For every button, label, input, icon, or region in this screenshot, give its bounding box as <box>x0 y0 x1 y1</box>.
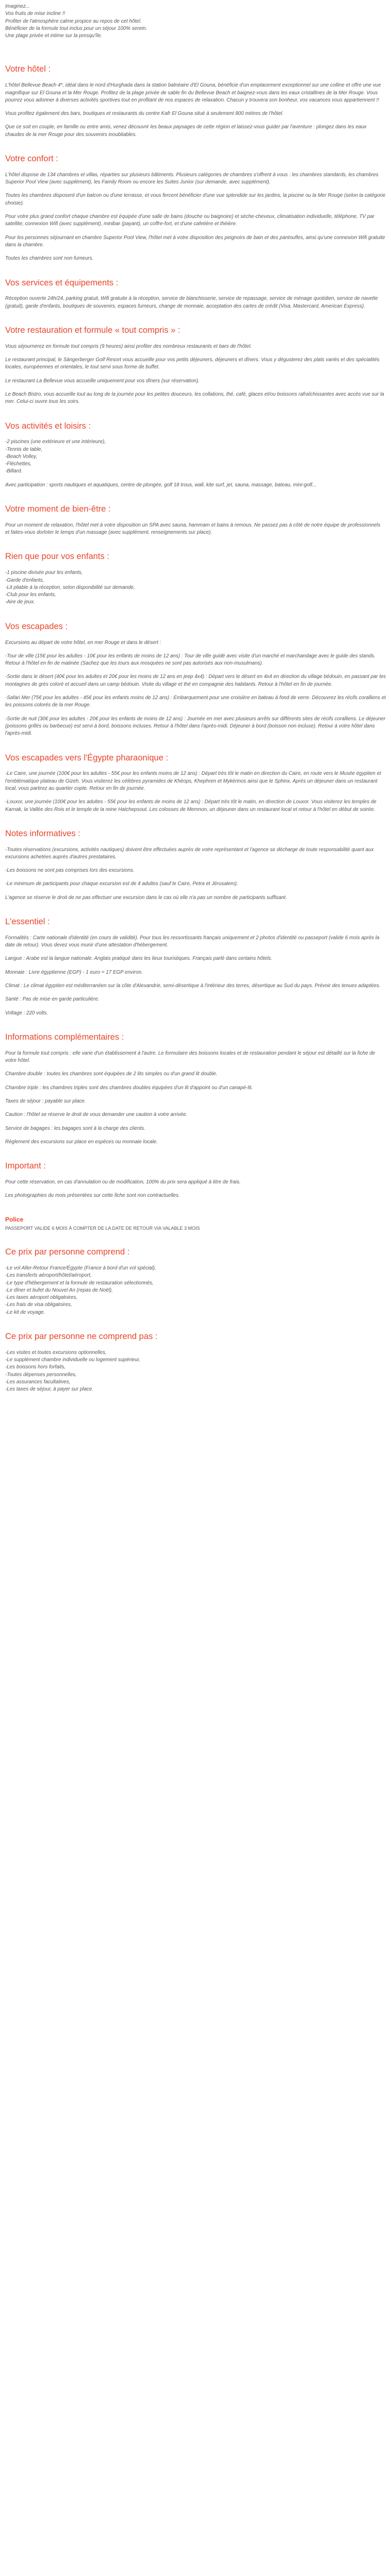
included-item: -Les frais de visa obligatoires, <box>5 1302 72 1308</box>
not-included-list <box>5 1349 386 1394</box>
section-paragraph: Pour les personnes séjournant en chambre Superior Pool View, l'hôtel met à votre disposition des peignoirs de bain et des pantoufles, ainsi qu'une connexion Wifi gratuite dans la chambre. <box>5 234 385 248</box>
intro-line: Vos fruits de mise incline !! <box>5 11 66 17</box>
section-paragraph: Excursions au départ de votre hôtel, en mer Rouge et dans le désert : <box>5 639 161 646</box>
section-paragraph: -Safari Mer (75€ pour les adultes - 45€ pour les enfants moins de 12 ans) : Embarquement pour une croisière en bateau à fond de verre. Découvrez les récifs coralliens et les poissons colorés de la mer Rouge. <box>5 695 386 708</box>
section-title: Vos services et équipements : <box>5 278 119 287</box>
intro-line: Une plage privée et intime sur la presqu'île. <box>5 33 103 39</box>
section-title: Rien que pour vos enfants : <box>5 552 109 562</box>
list-item: -Billard. <box>5 468 23 474</box>
section-title: Votre confort : <box>5 154 58 164</box>
content-section <box>5 421 386 489</box>
section-title: Votre restauration et formule « tout compris » : <box>5 325 181 335</box>
section-paragraph: Que ce soit en couple, en famille ou entre amis, venez découvrir les beaux paysages de cette région et laissez-vous guider par l'aventure : plongez dans les eaux chaudes de la mer Rouge pour des souvenirs inoubliables. <box>5 124 367 138</box>
section-paragraph: L'hôtel Bellevue Beach 4*, idéal dans le nord d'Hurghada dans la station balnéaire d'El Gouna, bénéficie d'un emplacement exceptionnel sur une colline et offre une vue magnifique sur El Gouna et la Mer Rouge. Profitez de la plage privée de sable fin du Bellevue Beach et baignez-vous dans les eaux cristallines de la Mer Rouge. Vous pourrez vous adonner à diverses activités sportives tout en profitant de nos espaces de relaxation. Chacun y trouvera son bonheur, vos vacances vous appartiennent !! <box>5 82 381 103</box>
section-title: Vos escapades : <box>5 621 68 631</box>
list-item: -2 piscines (une extérieure et une intérieure), <box>5 439 106 445</box>
police-text: PASSEPORT VALIDE 6 MOIS À COMPTER DE LA DATE DE RETOUR VIA VALABLE 3 MOIS <box>5 1226 200 1231</box>
section-paragraph: Pour un moment de relaxation, l'hôtel met à votre disposition un SPA avec sauna, hammam et bains à remous. Ne passez pas à côté de notre équipe de professionnels et faites-vous dorloter le temps d'un massage (avec supplément, renseignements sur place). <box>5 522 381 536</box>
section-paragraph: Chambre double : toutes les chambres sont équipées de 2 lits simples ou d'un grand lit double. <box>5 1071 218 1077</box>
content-section <box>5 1161 386 1199</box>
included-item: -Le vol Aller-Retour France/Égypte (France à bord d'un vol spécial), <box>5 1265 156 1271</box>
section-paragraph: Chambre triple : les chambres triples sont des chambres doubles équipées d'un lit d'appoint ou d'un canapé-lit. <box>5 1084 253 1091</box>
content-section <box>5 278 386 310</box>
content-section <box>5 552 386 606</box>
section-paragraph: Pour votre plus grand confort chaque chambre est équipée d'une salle de bains (douche ou baignoire) et sèche-cheveux, climatisation individuelle, téléphone, TV par satellite, connexion Wifi (avec supplément), minibar (payant), un coffre-fort, et d'une cafetière et théière. <box>5 214 374 227</box>
not-included-title: Ce prix par personne ne comprend pas : <box>5 1332 158 1342</box>
included-item: -Le kit de voyage. <box>5 1309 45 1315</box>
section-title: Vos escapades vers l'Égypte pharaonique : <box>5 753 168 762</box>
section-paragraph: Le Beach Bistro, vous accueille tout au long de la journée pour les petites douceurs, les collations, thé, café, glaces et/ou boissons rafraîchissantes avec accès vue sur la mer. Celui-ci ouvre tous les soirs. <box>5 391 384 405</box>
intro-line: Imaginez... <box>5 4 30 9</box>
content-section <box>5 829 386 902</box>
police-section <box>5 1215 386 1232</box>
section-paragraph: Toutes les chambres disposent d'un balcon ou d'une terrasse, et vous fercent bénéficier d'une vue splendide sur les jardins, la piscine ou la Mer Rouge (selon la catégorie choisie). <box>5 193 386 206</box>
section-paragraph: Climat : Le climat égyptien est méditerranéen sur la côte d'Alexandrie, semi-désertique à l'intérieur des terres, désertique au Sud du pays. Prévoir des tenues adaptées. <box>5 983 381 989</box>
section-paragraph: Service de bagages : les bagages sont à la charge des clients. <box>5 1125 145 1131</box>
section-paragraph: -Toutes réservations (excursions, activités nautiques) doivent être effectuées auprès de votre représentant et l'agence se décharge de toute responsabilité quant aux excursions achetées auprès d'autres prestataires. <box>5 846 374 860</box>
content-section <box>5 154 386 262</box>
content-section <box>5 622 386 738</box>
list-item: -1 piscine divisée pour les enfants, <box>5 570 83 576</box>
section-paragraph: Vous profitez également des bars, boutiques et restaurants du centre Kafr El Gouna situé à seulement 800 mètres de l'hôtel. <box>5 111 284 117</box>
section-title: Vos activités et loisirs : <box>5 421 91 431</box>
section-paragraph: Pour cette réservation, en cas d'annulation ou de modification, 100% du prix sera appliqué à titre de frais. <box>5 1179 241 1185</box>
not-included-item: -Les boissons hors forfaits, <box>5 1364 66 1370</box>
included-section <box>5 1247 386 1316</box>
section-title: Notes informatives : <box>5 828 80 838</box>
section-paragraph: Les photographies du mois présentées sur cette fiche sont non contractuelles. <box>5 1193 180 1199</box>
content-section <box>5 504 386 536</box>
police-title: Police <box>5 1215 24 1223</box>
section-paragraph: Langue : Arabe est la langue nationale. Anglais pratiqué dans les lieux touristiques. Français parlé dans certains hôtels. <box>5 956 272 962</box>
not-included-item: -Les visites et toutes excursions optionnelles, <box>5 1349 107 1355</box>
included-list <box>5 1265 386 1316</box>
intro-line: Profiter de l'atmosphère calme propice au repos de cet hôtel. <box>5 18 142 24</box>
section-title: Votre hôtel : <box>5 64 51 74</box>
section-title: Votre moment de bien-être : <box>5 504 111 514</box>
not-included-item: -Les assurances facultatives, <box>5 1379 71 1385</box>
included-item: -Les taxes aéroport obligatoires, <box>5 1295 77 1301</box>
intro-line: Bénéficier de la formule tout inclus pour un séjour 100% serein. <box>5 25 148 31</box>
list-item: -Club pour les enfants, <box>5 592 56 598</box>
not-included-item: -Le supplément chambre individuelle ou logement supérieur, <box>5 1357 140 1363</box>
section-paragraph: L'agence se réserve le droit de ne pas effectuer une excursion dans le cas où elle n'a pas un nombre de participants suffisant. <box>5 894 287 901</box>
section-paragraph: -Le Caire, une journée (100€ pour les adultes - 55€ pour les enfants moins de 12 ans) : Départ très tôt le matin en direction du Caire, en route vers le Musée égyptien et l'emblématique plateau de Gizeh. Vous visiterez les célèbres pyramides de Khéops, Khephren et Mykérinos ainsi que le Sphinx. Après un déjeuner dans un restaurant local, vous partirez au quartier copte. Retour en fin de journée. <box>5 771 381 791</box>
section-paragraph: -Tour de ville (15€ pour les adultes - 10€ pour les enfants de moins de 12 ans) : Tour de ville guidé avec visite d'un marché et marchandage avec le guide des stands. Retour à l'hôtel en fin de matinée (Sachez que les tours aux mosquées ne sont pas autorisés aux non-musulmans). <box>5 653 376 667</box>
section-paragraph: Caution : l'hôtel se réserve le droit de vous demander une caution à votre arrivée. <box>5 1112 188 1118</box>
content-sections <box>5 64 386 1199</box>
section-paragraph: Le restaurant La Bellevue vous accueille uniquement pour vos dîners (sur réservation). <box>5 378 200 384</box>
section-paragraph: Monnaie : Livre égyptienne (EGP) - 1 euro = 17 EGP environ. <box>5 969 143 975</box>
list-item: -Aire de jeux. <box>5 599 35 605</box>
content-section <box>5 753 386 814</box>
section-paragraph: Voltage : 220 volts. <box>5 1010 48 1016</box>
section-paragraph: -Sortie de nuit (30€ pour les adultes - 20€ pour les enfants de moins de 12 ans) : Journée en mer avec plusieurs arrêts sur différents sites de récifs coralliens. Le déjeuner (poissons grillés ou barbecue) est servi à bord, boissons incluses. Retour à l'hôtel dans l'après-midi. Déjeuner à bord (boisson non incluse). Retour à votre hôtel dans l'après-midi. <box>5 716 386 737</box>
included-item: -Le dîner et bufet du Nouvel An (repas de Noël), <box>5 1287 113 1293</box>
section-paragraph: Taxes de séjour : payable sur place. <box>5 1098 86 1104</box>
content-section <box>5 64 386 139</box>
section-paragraph: -Les boissons ne sont pas comprises lors des excursions. <box>5 868 135 874</box>
content-section <box>5 1032 386 1146</box>
section-paragraph: Vous séjournerez en formule tout compris (9 heures) ainsi profiter des nombreux restaurants et bars de l'hôtel. <box>5 343 252 349</box>
intro <box>5 3 386 40</box>
section-list <box>5 438 386 475</box>
included-item: -Le type d'hébergement et la formule de restauration sélectionnés, <box>5 1280 154 1286</box>
section-paragraph: Réception ouverte 24h/24, parking gratuit, Wifi gratuite à la réception, service de blanchisserie, service de repassage, service de ménage quotidien, service de navette (gratuit), garde d'enfants, boutiques de souvenirs, espaces fumeurs, change de monnaie, acceptation des cartes de crédit (Visa, Mastercard, American Express). <box>5 296 378 309</box>
section-paragraph: Formalités : Carte nationale d'identité (en cours de validité). Pour tous les ressortissants français uniquement et 2 photos d'identité ou passeport (valide 6 mois après la date de retour). Vous devez vous munir d'une attestation d'hébergement. <box>5 935 380 948</box>
not-included-section <box>5 1332 386 1394</box>
section-title: Important : <box>5 1161 46 1171</box>
section-title: L'essentiel : <box>5 917 50 927</box>
list-item: -Tennis de table, <box>5 446 43 452</box>
section-paragraph: -Louxor, une journée (100€ pour les adultes - 55€ pour les enfants de moins de 12 ans) : Départ très tôt le matin, en direction de Louxor. Vous visiterez les temples de Karnak, la Vallée des Rois et le temple de la reine Hatchepsout. Les colosses de Memnon, un déjeuner dans un restaurant local et retour à l'hôtel en début de soirée. <box>5 799 377 812</box>
section-title: Informations complémentaires : <box>5 1032 124 1042</box>
section-paragraph: Pour la formule tout compris : elle varie d'un établissement à l'autre. Le formulaire des boissons locales et de restauration pendant le séjour est détaillé sur la fiche de votre hôtel. <box>5 1050 376 1064</box>
included-title: Ce prix par personne comprend : <box>5 1247 130 1257</box>
section-paragraph: Règlement des excursions sur place en espèces ou monnaie locale. <box>5 1139 158 1145</box>
list-item: -Beach Volley, <box>5 453 38 460</box>
section-paragraph: Toutes les chambres sont non fumeurs. <box>5 256 94 262</box>
section-paragraph: L'hôtel dispose de 134 chambres et villas, réparties sur plusieurs bâtiments. Plusieurs catégories de chambres s'offrent à vous : les chambres standards, les chambres Superior Pool View (avec supplément), les Family Room ou encore les Suites Junior (sur demande, avec supplément). <box>5 172 379 185</box>
not-included-item: -Toutes dépenses personnelles, <box>5 1371 77 1378</box>
section-list <box>5 569 386 606</box>
section-paragraph: Le restaurant principal, le Sängerberger Golf Resort vous accueille pour vos petits déjeuners, déjeuners et dîners. Vous y dégusterez des plats variés et des spécialités locales, européennes et orientales, le tout servi sous forme de buffet. <box>5 357 380 370</box>
list-item: -Garde d'enfants, <box>5 577 44 583</box>
section-paragraph: Avec participation : sports nautiques et aquatiques, centre de plongée, golf 18 trous, wall, kite surf, jet, sauna, massage, bateau, mini-golf... <box>5 482 317 488</box>
content-section <box>5 326 386 406</box>
not-included-item: -Les taxes de séjour, à payer sur place. <box>5 1386 93 1393</box>
list-item: -Lit pliable à la réception, selon disponibilité sur demande, <box>5 584 135 590</box>
section-paragraph: -Le minimum de participants pour chaque excursion est de 4 adultes (sauf le Caire, Petra et Jérusalem). <box>5 881 238 887</box>
section-paragraph: -Sortie dans le désert (40€ pour les adultes et 20€ pour les moins de 12 ans en jeep 4x4) : Départ vers le désert en 4x4 en direction du village bédouin, en passant par les montagnes de grès coloré et accueil dans un camp bédouin. Visite du village et thé en compagnie des habitants. Retour à l'hôtel en fin de journée. <box>5 674 386 687</box>
content-section <box>5 917 386 1017</box>
list-item: -Fléchettes, <box>5 461 32 467</box>
section-paragraph: Santé : Pas de mise en garde particulière. <box>5 996 100 1003</box>
included-item: -Les transferts aéroport/hôtel/aéroport, <box>5 1273 92 1279</box>
